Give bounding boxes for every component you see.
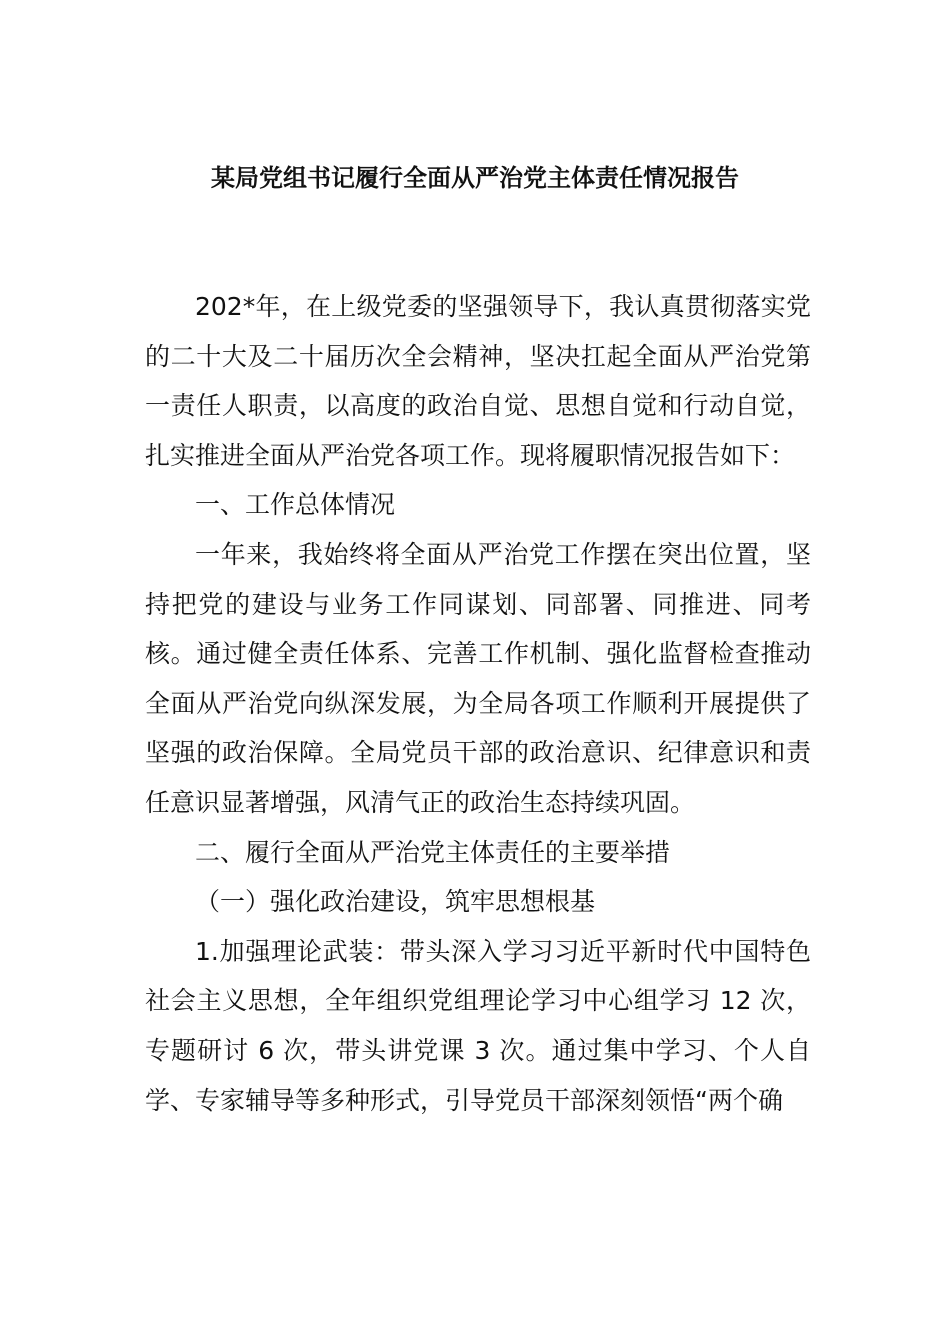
document-title: 某局党组书记履行全面从严治党主体责任情况报告 (211, 164, 739, 192)
section-heading-1: 一、工作总体情况 (195, 490, 396, 520)
overview-paragraph: 一年来，我始终将全面从严治党工作摆在突出位置，坚持把党的建设与业务工作同谋划、同部署、同推进、同考核。通过健全责任体系、完善工作机制、强化监督检查推动全面从严治党向纵深发展，为全局各项工作顺利开展提供了坚强的政治保障。全局党员干部的政治意识、纪律意识和责任意识显著增强，风清气正的政治生态持续巩固。 (145, 539, 811, 817)
document-body (145, 282, 811, 1125)
section-heading-2: 二、履行全面从严治党主体责任的主要举措 (195, 837, 671, 867)
item-paragraph-1: 1.加强理论武装：带头深入学习习近平新时代中国特色社会主义思想，全年组织党组理论学习中心组学习 12 次，专题研讨 6 次，带头讲党课 3 次。通过集中学习、个人自学、专家辅导等多种形式，引导党员干部深刻领悟“两个确 (145, 936, 811, 1115)
intro-paragraph: 202*年，在上级党委的坚强领导下，我认真贯彻落实党的二十大及二十届历次全会精神，坚决扛起全面从严治党第一责任人职责，以高度的政治自觉、思想自觉和行动自觉，扎实推进全面从严治党各项工作。现将履职情况报告如下： (145, 292, 811, 470)
subsection-heading-1: （一）强化政治建设，筑牢思想根基 (195, 887, 596, 917)
